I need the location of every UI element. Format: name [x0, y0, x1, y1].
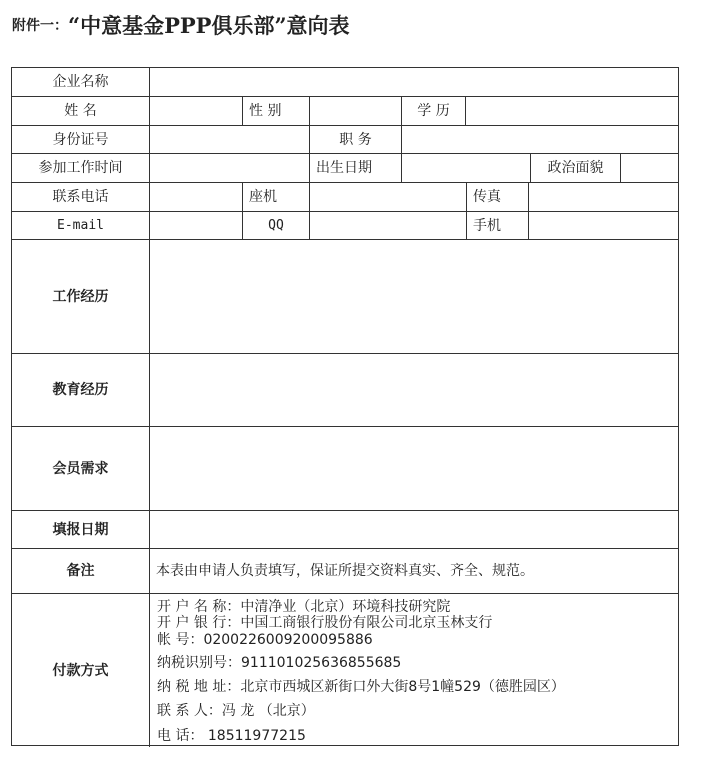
account-name-line: 开 户 名 称：中清净业（北京）环境科技研究院: [157, 599, 451, 615]
table-row: [12, 68, 678, 97]
table-row: [12, 354, 678, 427]
telephone-line: 电 话： 18511977215: [157, 728, 306, 744]
education-field[interactable]: [466, 97, 678, 125]
table-row: [12, 240, 678, 354]
position-field[interactable]: [402, 126, 678, 153]
attachment-prefix: 附件一：: [12, 18, 68, 34]
table-row: [12, 126, 678, 154]
payment-method-label: 付款方式: [12, 594, 150, 747]
work-history-label: 工作经历: [12, 240, 150, 353]
application-form-table: [11, 67, 679, 746]
tax-id-line: 纳税识别号：911101025636855685: [157, 655, 402, 671]
qq-field[interactable]: [310, 212, 467, 239]
fill-date-label: 填报日期: [12, 511, 150, 548]
position-label: 职 务: [310, 126, 402, 153]
id-number-field[interactable]: [150, 126, 310, 153]
table-row: [12, 594, 678, 747]
table-row: [12, 511, 678, 549]
contact-phone-label: 联系电话: [12, 183, 150, 211]
account-number-line: 帐 号：0200226009200095886: [157, 632, 373, 648]
mobile-label: 手机: [467, 212, 529, 239]
remarks-text: 本表由申请人负责填写，保证所提交资料真实、齐全、规范。: [156, 563, 534, 579]
table-row: [12, 97, 678, 126]
table-row: [12, 212, 678, 240]
fax-label: 传真: [467, 183, 529, 211]
work-start-field[interactable]: [150, 154, 310, 182]
political-status-label: 政治面貌: [531, 154, 621, 182]
contact-person-line: 联 系 人：冯 龙 （北京）: [157, 703, 315, 719]
mobile-field[interactable]: [529, 212, 678, 239]
company-name-field[interactable]: [150, 68, 678, 96]
fax-field[interactable]: [529, 183, 678, 211]
company-name-label: 企业名称: [12, 68, 150, 96]
remarks-label: 备注: [12, 549, 150, 593]
table-row: [12, 549, 678, 594]
landline-label: 座机: [243, 183, 310, 211]
member-needs-label: 会员需求: [12, 427, 150, 510]
qq-label: QQ: [243, 212, 310, 239]
fill-date-field[interactable]: [150, 511, 678, 548]
member-needs-field[interactable]: [150, 427, 678, 510]
birth-date-field[interactable]: [402, 154, 531, 182]
work-history-field[interactable]: [150, 240, 678, 353]
education-history-field[interactable]: [150, 354, 678, 426]
form-title: “中意基金PPP俱乐部”意向表: [68, 13, 350, 38]
table-row: [12, 183, 678, 212]
name-field[interactable]: [150, 97, 243, 125]
document-title: [12, 10, 350, 40]
email-label: E-mail: [12, 212, 150, 239]
table-row: [12, 154, 678, 183]
education-history-label: 教育经历: [12, 354, 150, 426]
name-label: 姓 名: [12, 97, 150, 125]
bank-line: 开 户 银 行：中国工商银行股份有限公司北京玉林支行: [157, 615, 493, 631]
work-start-label: 参加工作时间: [12, 154, 150, 182]
birth-date-label: 出生日期: [310, 154, 402, 182]
gender-field[interactable]: [310, 97, 402, 125]
email-field[interactable]: [150, 212, 243, 239]
id-number-label: 身份证号: [12, 126, 150, 153]
landline-field[interactable]: [310, 183, 467, 211]
tax-address-line: 纳 税 地 址：北京市西城区新街口外大街8号1幢529（德胜园区）: [157, 679, 565, 695]
political-status-field[interactable]: [621, 154, 678, 182]
education-label: 学 历: [402, 97, 466, 125]
table-row: [12, 427, 678, 511]
contact-phone-field[interactable]: [150, 183, 243, 211]
gender-label: 性 别: [243, 97, 310, 125]
